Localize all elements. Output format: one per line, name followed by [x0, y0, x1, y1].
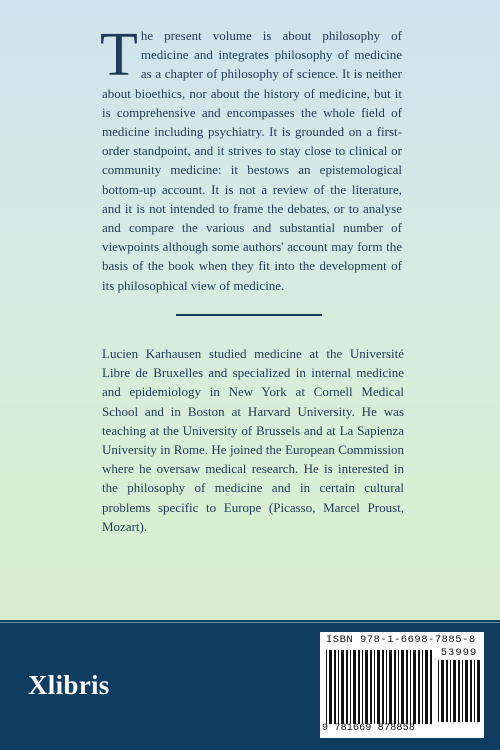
- drop-cap: T: [100, 21, 138, 89]
- barcode-bar: [365, 650, 368, 724]
- barcode-bar: [430, 650, 432, 724]
- barcode-bar: [394, 650, 396, 724]
- barcode-bar: [326, 650, 327, 724]
- barcode-bar: [374, 650, 375, 724]
- publisher-logo: Xlibris: [28, 670, 110, 700]
- barcode-bar: [413, 650, 416, 724]
- barcode-bar: [377, 650, 380, 724]
- ean-digits: 9 781669 878858: [322, 723, 416, 734]
- barcode-bar: [329, 650, 332, 724]
- blurb-text: he present volume is about philosophy of medicine and integrates philosophy of medicine as a chapter of philosophy of science. It is neither about bioethics, nor about the history of medicine, but it is comprehensive and encompasses the whole field of medicine including psychiatry. It is grounded on a first-order standpoint, and it strives to stay close to clinical or community medicine: it bestows an epistemological bottom-up account. It is not a review of the literature, and it is not intended to frame the debates, or to analyse and compare the various and substantial number of viewpoints although some authors' account may form the basis of the book when they fit into the development of its philosophical view of medicine.: [102, 28, 402, 293]
- barcode-bar: [446, 660, 448, 722]
- barcode-bar: [470, 660, 472, 722]
- barcode-bar: [358, 650, 360, 724]
- ean-barcode-bars: [326, 650, 434, 724]
- barcode-bar: [458, 660, 460, 722]
- isbn-label: ISBN 978-1-6698-7885-8: [326, 634, 476, 646]
- author-bio: Lucien Karhausen studied medicine at the Université Libre de Bruxelles and specialized in internal medicine and epidemiology in New York at Cornell Medical School and in Boston at Harvard University. He was teaching at the University of Brussels and at La Sapienza University in Rome. He joined the European Commission where he oversaw medical research. He is interested in the philosophy of medicine and in certain cultural problems specific to Europe (Picasso, Marcel Proust, Mozart).: [102, 346, 404, 534]
- footer-rule: [0, 622, 500, 623]
- barcode-bar: [477, 660, 480, 722]
- barcode-bar: [438, 660, 439, 722]
- price-addon-label: 53999: [440, 647, 478, 659]
- barcode-bar: [370, 650, 372, 724]
- barcode-bar: [386, 650, 387, 724]
- barcode-bar: [353, 650, 356, 724]
- barcode-bar: [389, 650, 392, 724]
- isbn-barcode: [320, 632, 484, 738]
- addon-barcode-bars: [438, 660, 480, 722]
- barcode-bar: [334, 650, 336, 724]
- barcode-bar: [398, 650, 399, 724]
- barcode-bar: [474, 660, 475, 722]
- barcode-bar: [450, 660, 451, 722]
- barcode-bar: [418, 650, 420, 724]
- barcode-bar: [410, 650, 411, 724]
- barcode-bar: [362, 650, 363, 724]
- barcode-bar: [425, 650, 428, 724]
- barcode-bar: [401, 650, 404, 724]
- barcode-bar: [422, 650, 423, 724]
- barcode-bar: [441, 660, 444, 722]
- barcode-bar: [350, 650, 351, 724]
- barcode-bar: [406, 650, 408, 724]
- barcode-bar: [453, 660, 456, 722]
- book-blurb: [100, 21, 402, 295]
- barcode-bar: [462, 660, 463, 722]
- barcode-bar: [341, 650, 344, 724]
- section-divider: [176, 314, 322, 316]
- barcode-bar: [338, 650, 339, 724]
- barcode-bar: [465, 660, 468, 722]
- barcode-bar: [382, 650, 384, 724]
- barcode-bar: [346, 650, 348, 724]
